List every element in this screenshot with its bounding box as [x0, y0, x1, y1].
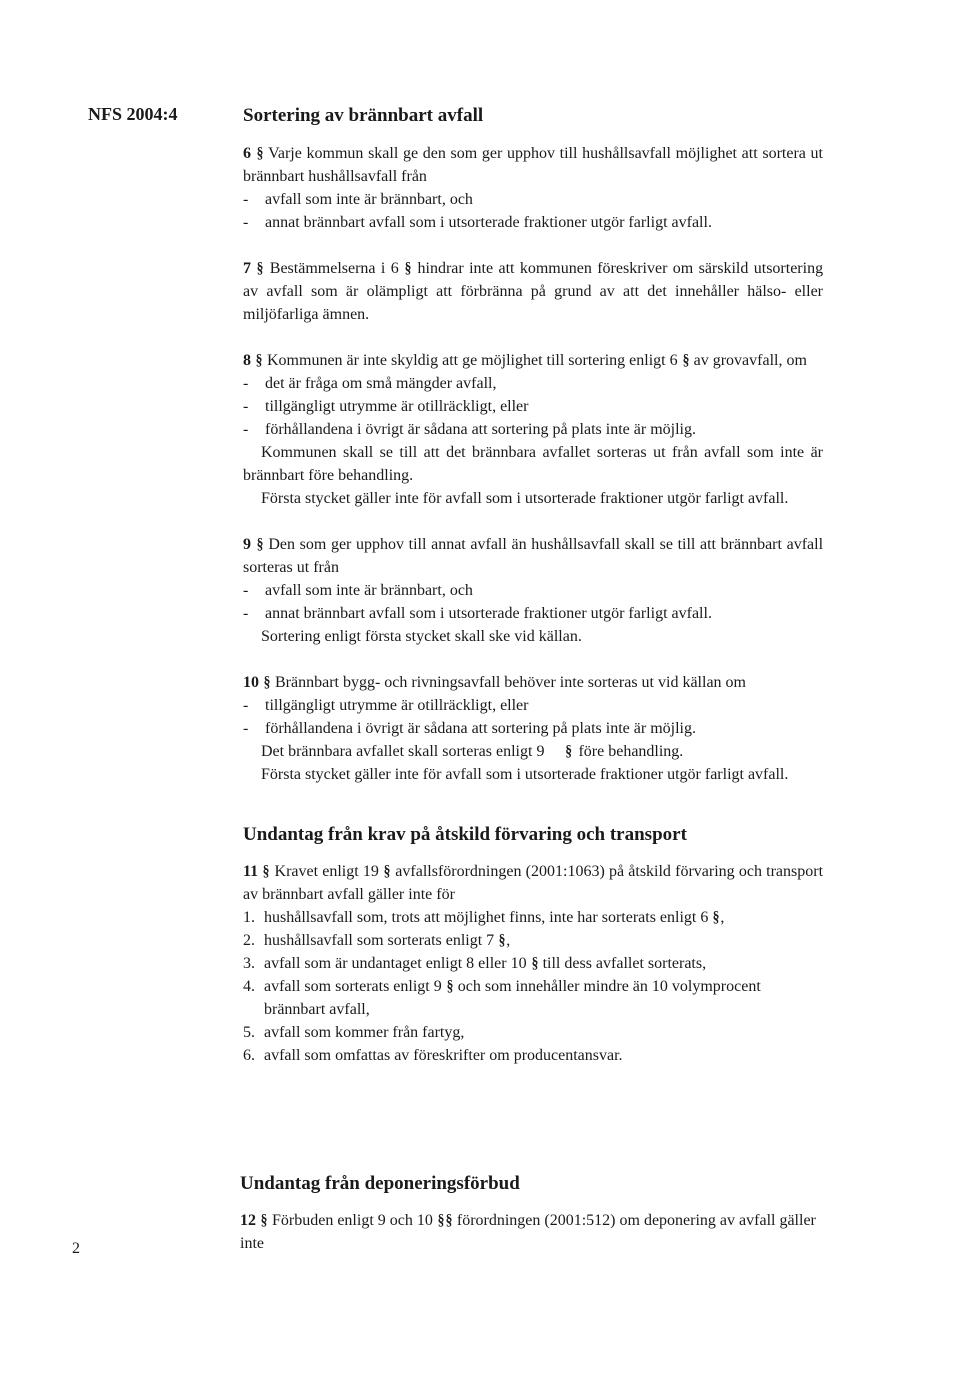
- paragraph-sign-icon: §: [260, 1212, 268, 1229]
- paragraph-sign-icon: §: [446, 978, 454, 995]
- list-item-text: till dess avfallet sorterats,: [542, 955, 707, 972]
- section-text: Det brännbara avfallet skall sorteras enligt 9: [261, 743, 545, 760]
- list-item: [243, 952, 823, 975]
- paragraph-sign-icon: §: [682, 352, 690, 369]
- dash-marker: -: [243, 375, 249, 392]
- dash-marker: -: [243, 720, 249, 737]
- section-number: 11: [243, 863, 259, 880]
- section-text: före behandling.: [578, 743, 684, 760]
- list-item: [243, 1021, 823, 1044]
- section-number: 9: [243, 536, 251, 553]
- section-11-intro: [243, 860, 823, 906]
- dash-marker: -: [243, 582, 249, 599]
- section-text: Förbuden enligt 9 och 10: [272, 1212, 433, 1229]
- list-item: [243, 188, 823, 211]
- list-item-text: avfall som omfattas av föreskrifter om producentansvar.: [264, 1047, 623, 1064]
- list-item-text: ,: [720, 909, 725, 926]
- list-item-text: och som innehåller mindre än 10 volymprocent brännbart avfall,: [264, 978, 761, 1018]
- section-text: förordningen (2001:512) om deponering av avfall gäller inte: [240, 1212, 816, 1252]
- heading-undantag-forvaring: Undantag från krav på åtskild förvaring och transport: [243, 824, 687, 845]
- list-number: 3.: [243, 955, 255, 972]
- section-12-text: [240, 1209, 825, 1255]
- section-9: [243, 533, 823, 648]
- section-text: av grovavfall, om: [693, 352, 807, 369]
- paragraph-sign-icon: §: [256, 260, 264, 277]
- list-item-text: avfall som är undantaget enligt 8 eller 10: [264, 955, 527, 972]
- section-7: [243, 257, 823, 326]
- list-item-text: hushållsavfall som sorterats enligt 7: [264, 932, 495, 949]
- list-item: [243, 602, 823, 625]
- section-10: [243, 671, 823, 786]
- dash-marker: -: [243, 398, 249, 415]
- dash-marker: -: [243, 191, 249, 208]
- paragraph-sign-icon: §: [255, 352, 263, 369]
- paragraph-sign-icon: §: [263, 674, 271, 691]
- paragraph-sign-icon: §: [404, 260, 412, 277]
- list-item-text: avfall som inte är brännbart, och: [265, 191, 473, 208]
- section-10-paragraph-3: Första stycket gäller inte för avfall som i utsorterade fraktioner utgör farligt avfall.: [261, 766, 789, 783]
- section-text: Kommunen är inte skyldig att ge möjlighet till sortering enligt 6: [267, 352, 678, 369]
- paragraph-sign-icon: §: [712, 909, 720, 926]
- deponering-block: [240, 1172, 825, 1255]
- section-text: Den som ger upphov till annat avfall än hushållsavfall skall se till att brännbart avfall sorteras ut från: [243, 536, 824, 576]
- list-item-text: avfall som sorterats enligt 9: [264, 978, 442, 995]
- paragraph-sign-icon: §: [383, 863, 391, 880]
- main-column: [243, 104, 823, 1067]
- dash-marker: -: [243, 697, 249, 714]
- section-8-paragraph-3: Första stycket gäller inte för avfall som i utsorterade fraktioner utgör farligt avfall.: [261, 490, 789, 507]
- section-text: Bestämmelserna i 6: [269, 260, 399, 277]
- section-text: hindrar inte att kommunen föreskriver om särskild utsortering av avfall som är olämpligt att förbränna på grund av att det innehåller hälso- eller miljöfarliga ämnen.: [243, 260, 824, 323]
- section-number: 6: [243, 145, 251, 162]
- section-10-paragraph-2: [243, 740, 823, 763]
- list-item-text: ,: [506, 932, 511, 949]
- paragraph-sign-icon: §: [565, 743, 573, 760]
- dash-marker: -: [243, 421, 249, 438]
- section-10-intro: [243, 671, 823, 694]
- list-item: [243, 211, 823, 234]
- dash-marker: -: [243, 605, 249, 622]
- dash-marker: -: [243, 214, 249, 231]
- section-6: [243, 142, 823, 234]
- paragraph-sign-icon: §: [262, 863, 270, 880]
- list-item: [243, 1044, 823, 1067]
- list-item: [243, 694, 823, 717]
- list-item-text: hushållsavfall som, trots att möjlighet finns, inte har sorterats enligt 6: [264, 909, 709, 926]
- paragraph-sign-icon: §: [498, 932, 506, 949]
- list-item: [243, 579, 823, 602]
- section-6-intro: [243, 142, 823, 188]
- heading-sortering: Sortering av brännbart avfall: [243, 105, 484, 126]
- paragraph-sign-icon: §: [445, 1212, 453, 1229]
- list-item-text: annat brännbart avfall som i utsorterade fraktioner utgör farligt avfall.: [265, 605, 712, 622]
- section-number: 7: [243, 260, 251, 277]
- list-item-text: avfall som inte är brännbart, och: [265, 582, 473, 599]
- list-item: [243, 975, 823, 1021]
- list-item: [243, 372, 823, 395]
- list-item-text: det är fråga om små mängder avfall,: [265, 375, 497, 392]
- heading-undantag-deponering: Undantag från deponeringsförbud: [240, 1173, 520, 1194]
- section-text: Kravet enligt 19: [274, 863, 379, 880]
- list-item-text: tillgängligt utrymme är otillräckligt, eller: [265, 697, 529, 714]
- list-number: 6.: [243, 1047, 255, 1064]
- paragraph-sign-icon: §: [256, 145, 264, 162]
- section-8-intro: [243, 349, 823, 372]
- list-item-text: förhållandena i övrigt är sådana att sortering på plats inte är möjlig.: [265, 720, 696, 737]
- list-item: [243, 929, 823, 952]
- list-number: 4.: [243, 978, 255, 995]
- page-number: 2: [72, 1240, 80, 1257]
- paragraph-sign-icon: §: [256, 536, 264, 553]
- section-number: 10: [243, 674, 259, 691]
- document-id: NFS 2004:4: [88, 104, 178, 124]
- section-number: 8: [243, 352, 251, 369]
- paragraph-sign-icon: §: [437, 1212, 445, 1229]
- list-item-text: förhållandena i övrigt är sådana att sortering på plats inte är möjlig.: [265, 421, 696, 438]
- list-item: [243, 906, 823, 929]
- section-number: 12: [240, 1212, 256, 1229]
- section-11: [243, 860, 823, 1067]
- section-8: [243, 349, 823, 510]
- section-text: avfallsförordningen (2001:1063) på åtskild förvaring och transport av brännbart avfall gäller inte för: [243, 863, 824, 903]
- list-item-text: avfall som kommer från fartyg,: [264, 1024, 465, 1041]
- list-number: 1.: [243, 909, 255, 926]
- list-item-text: tillgängligt utrymme är otillräckligt, eller: [265, 398, 529, 415]
- section-text: Varje kommun skall ge den som ger upphov till hushållsavfall möjlighet att sortera ut brännbart hushållsavfall från: [243, 145, 823, 185]
- list-number: 5.: [243, 1024, 255, 1041]
- list-item: [243, 717, 823, 740]
- list-item: [243, 395, 823, 418]
- list-item: [243, 418, 823, 441]
- section-text: Brännbart bygg- och rivningsavfall behöver inte sorteras ut vid källan om: [275, 674, 746, 691]
- list-number: 2.: [243, 932, 255, 949]
- section-9-intro: [243, 533, 823, 579]
- section-9-paragraph-2: Sortering enligt första stycket skall ske vid källan.: [261, 628, 582, 645]
- paragraph-sign-icon: §: [531, 955, 538, 972]
- section-7-text: [243, 257, 823, 326]
- section-8-paragraph-2: Kommunen skall se till att det brännbara avfallet sorteras ut från avfall som inte är brännbart före behandling.: [243, 444, 823, 484]
- list-item-text: annat brännbart avfall som i utsorterade fraktioner utgör farligt avfall.: [265, 214, 712, 231]
